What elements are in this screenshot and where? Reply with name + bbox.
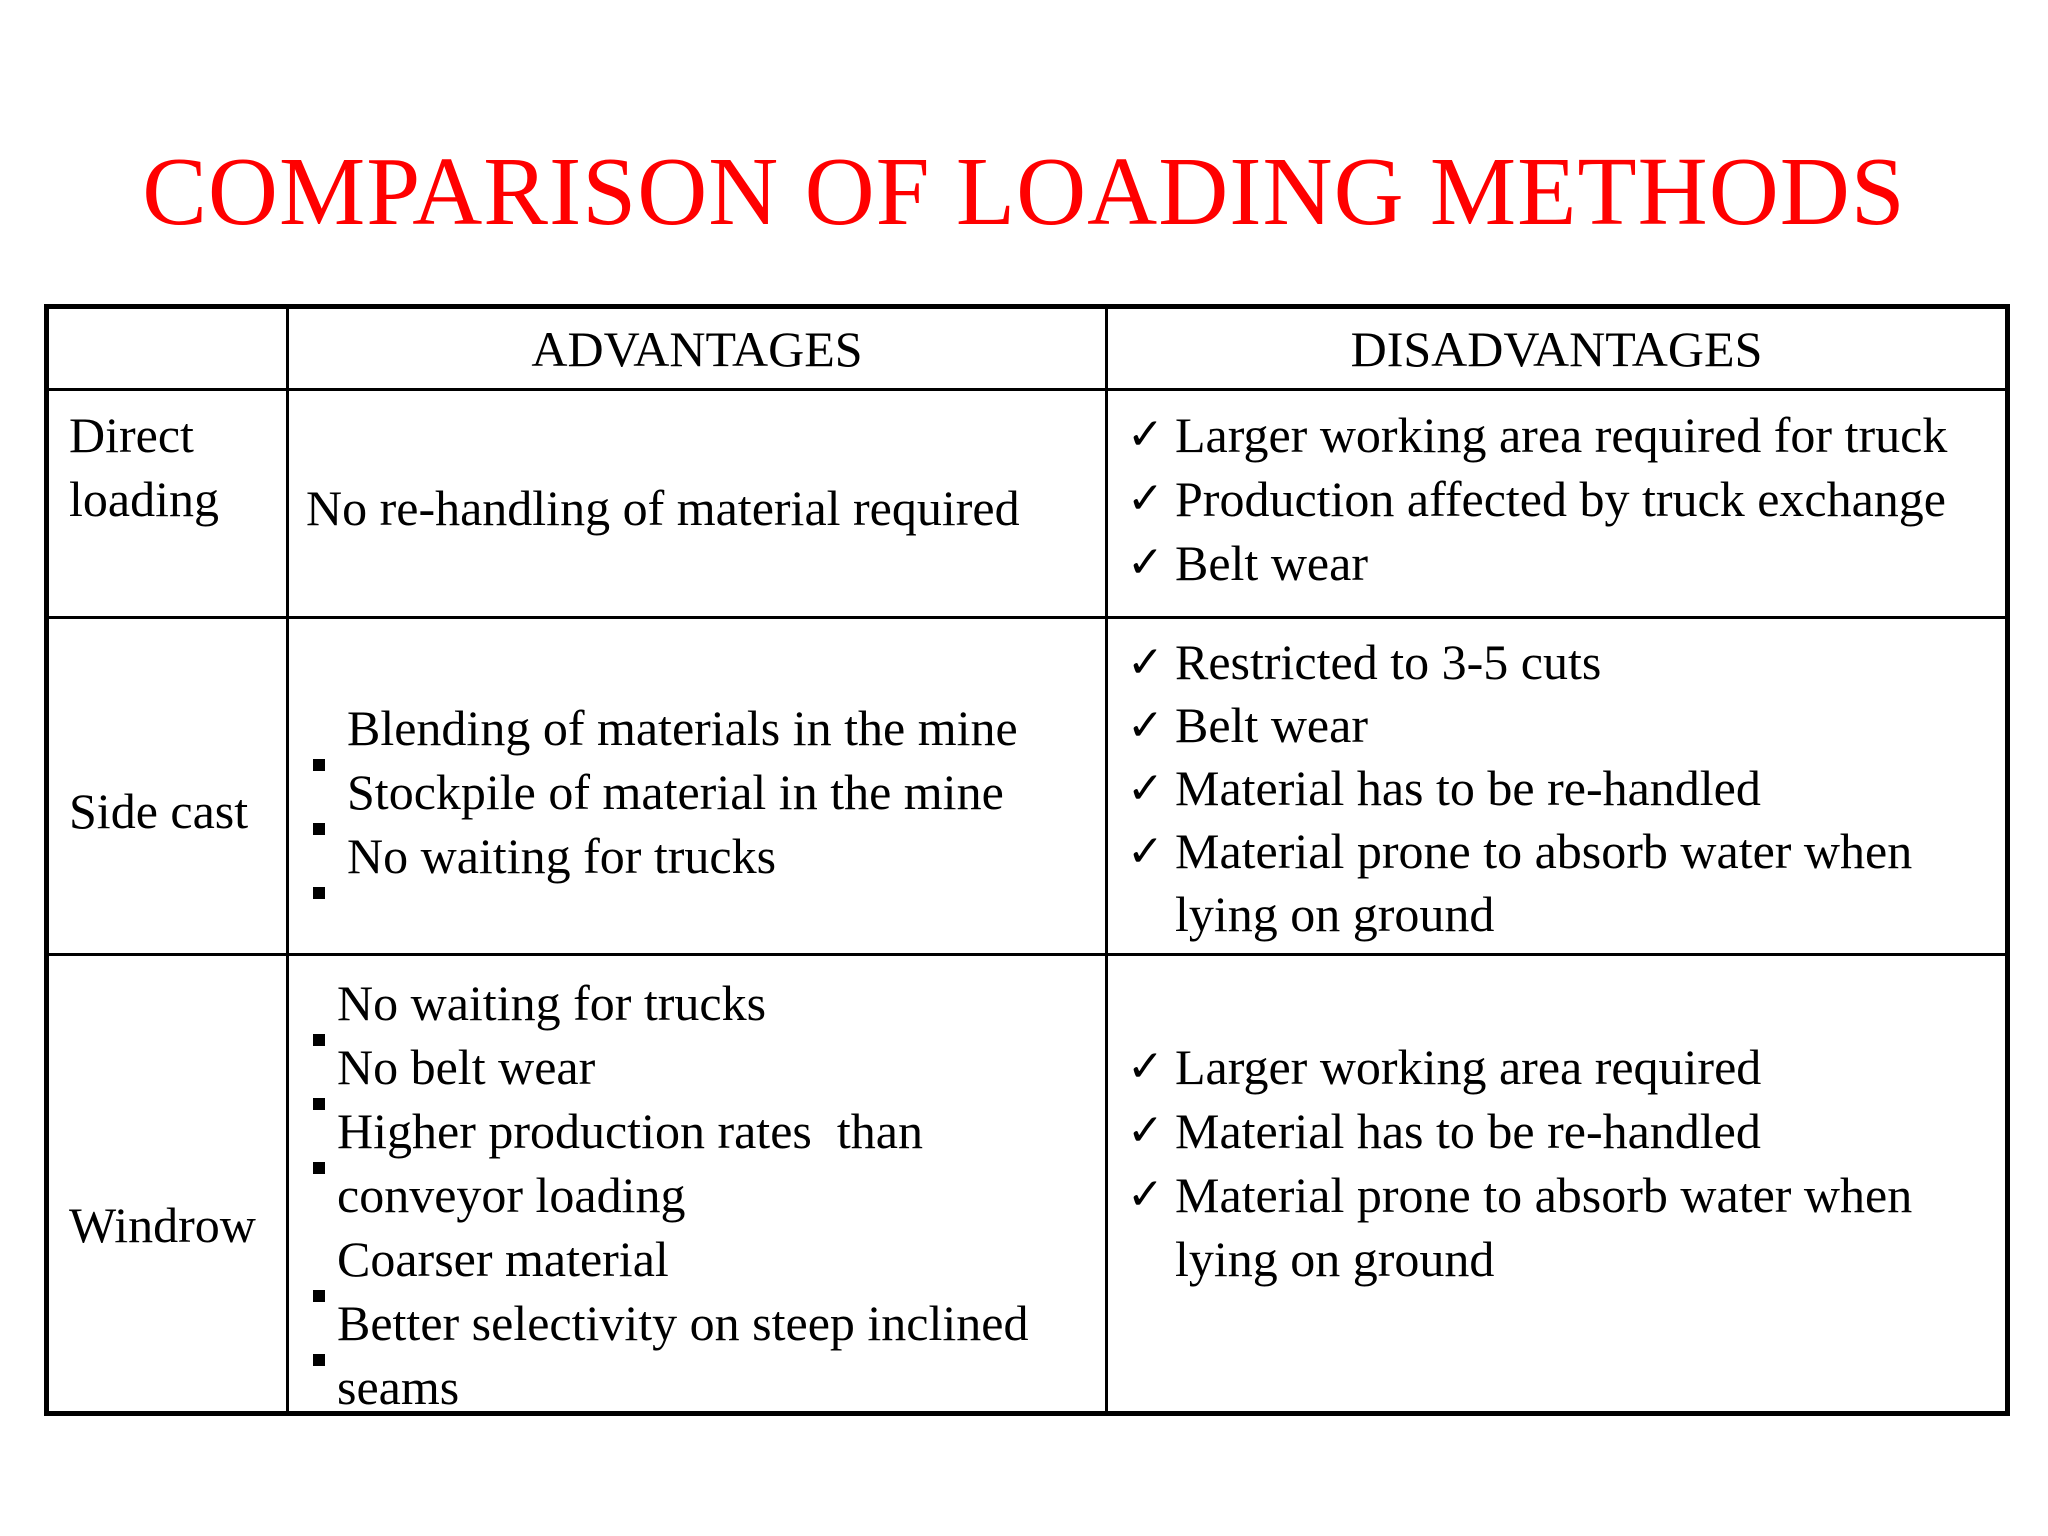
disadvantages-list [1127, 1035, 1912, 1291]
list-item: ✓ Belt wear [1127, 694, 1912, 757]
method-label-direct-loading: Direct loading [69, 407, 219, 527]
list-item: ✓ Material prone to absorb water when lying on ground [1127, 1163, 1912, 1291]
square-bullet-icon [313, 1125, 325, 1189]
table-divider [1105, 309, 1108, 1411]
list-item: Stockpile of material in the mine [313, 760, 1018, 824]
table-divider [49, 388, 2005, 391]
checkmark-icon: ✓ [1127, 1169, 1164, 1220]
list-item: Better selectivity on steep inclined seams [313, 1291, 1028, 1419]
checkmark-icon: ✓ [1127, 1105, 1164, 1156]
advantages-list [313, 971, 1028, 1419]
checkmark-icon: ✓ [1127, 637, 1164, 688]
method-label-side-cast: Side cast [69, 783, 249, 839]
square-bullet-icon [313, 850, 325, 914]
list-item: ✓ Belt wear [1127, 531, 1947, 595]
list-item: Blending of materials in the mine [313, 696, 1018, 760]
list-item: ✓ Material prone to absorb water when lying on ground [1127, 820, 1912, 946]
list-item: No belt wear [313, 1035, 1028, 1099]
checkmark-icon: ✓ [1127, 1041, 1164, 1092]
list-item: ✓ Material has to be re-handled [1127, 1099, 1912, 1163]
square-bullet-icon [313, 1317, 325, 1381]
checkmark-icon: ✓ [1127, 409, 1164, 460]
list-item: ✓ Restricted to 3-5 cuts [1127, 631, 1912, 694]
advantages-list [313, 696, 1018, 888]
list-item: ✓ Production affected by truck exchange [1127, 467, 1947, 531]
advantage-text: No re-handling of material required [306, 480, 1020, 536]
list-item: No waiting for trucks [313, 971, 1028, 1035]
method-label-windrow: Windrow [69, 1197, 256, 1253]
list-item: Coarser material [313, 1227, 1028, 1291]
checkmark-icon: ✓ [1127, 700, 1164, 751]
slide-title: COMPARISON OF LOADING METHODS [142, 138, 1906, 245]
list-item: ✓ Material has to be re-handled [1127, 757, 1912, 820]
list-item: ✓ Larger working area required [1127, 1035, 1912, 1099]
list-item: ✓ Larger working area required for truck [1127, 403, 1947, 467]
table-divider [286, 309, 289, 1411]
table-divider [49, 953, 2005, 956]
list-item: No waiting for trucks [313, 824, 1018, 888]
checkmark-icon: ✓ [1127, 826, 1164, 877]
disadvantages-list [1127, 403, 1947, 595]
checkmark-icon: ✓ [1127, 473, 1164, 524]
checkmark-icon: ✓ [1127, 537, 1164, 588]
table-divider [49, 616, 2005, 619]
header-cell-advantages: ADVANTAGES [531, 321, 863, 377]
comparison-table [44, 304, 2010, 1416]
header-cell-disadvantages: DISADVANTAGES [1350, 321, 1763, 377]
list-item: Higher production rates than conveyor loading [313, 1099, 1028, 1227]
disadvantages-list [1127, 631, 1912, 946]
checkmark-icon: ✓ [1127, 763, 1164, 814]
